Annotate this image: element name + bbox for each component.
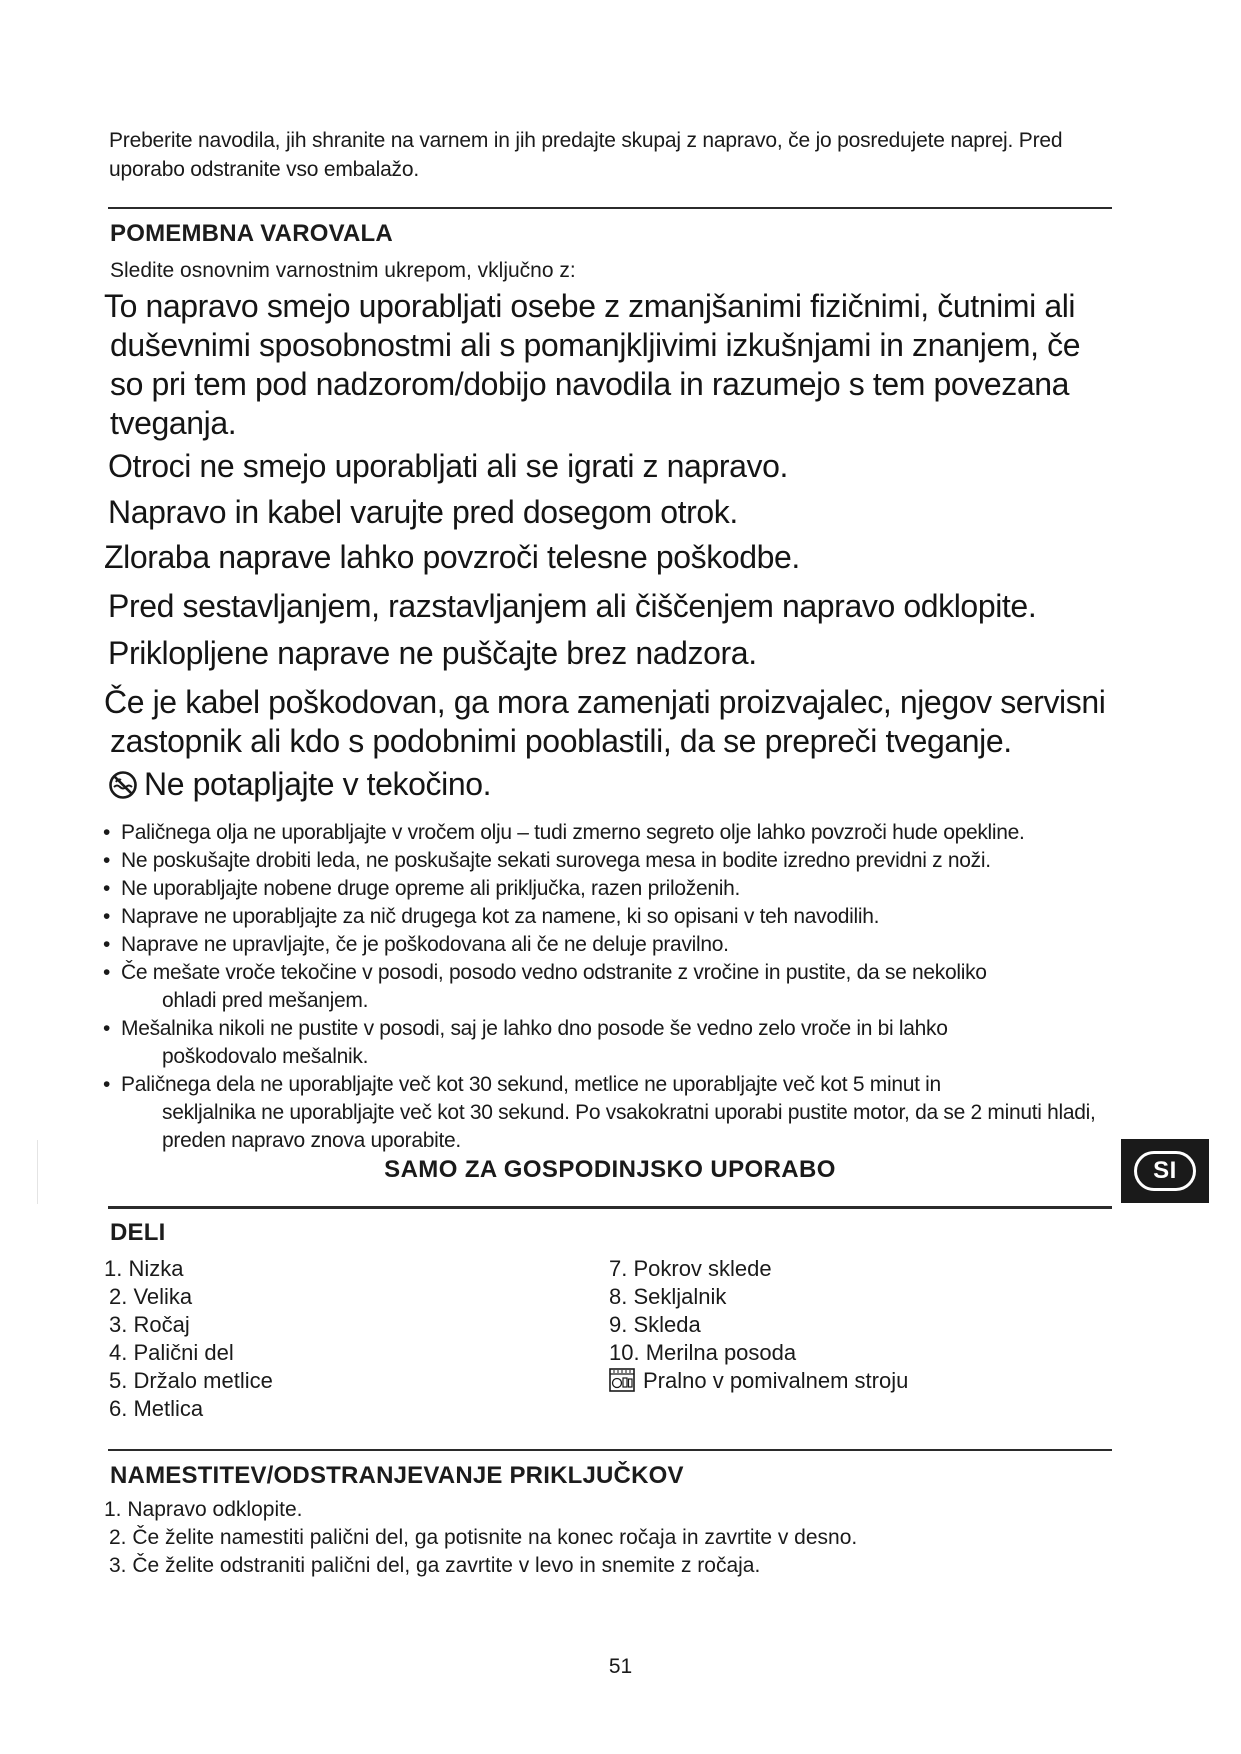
divider [108, 207, 1112, 209]
bullet-text: Naprave ne upravljajte, če je poškodovana ali če ne deluje pravilno. [121, 933, 729, 956]
bullet-dot: • [103, 849, 111, 872]
list-item [103, 875, 1113, 903]
divider [108, 1206, 1112, 1209]
list-item: 3. Ročaj [109, 1312, 190, 1337]
warning-text: Priklopljene naprave ne puščajte brez nadzora. [108, 635, 757, 671]
list-item [103, 959, 1113, 1015]
warning-item [108, 587, 1118, 626]
dishwasher-label: Pralno v pomivalnem stroju [643, 1368, 909, 1393]
warning-text: Če je kabel poškodovan, ga mora zamenjati proizvajalec, njegov servisni [104, 684, 1106, 720]
warning-item [104, 683, 1114, 761]
page-number: 51 [608, 1655, 633, 1678]
warning-item [108, 447, 1118, 486]
safeguards-heading: POMEMBNA VAROVALA [110, 220, 393, 247]
list-item: 7. Pokrov sklede [609, 1256, 772, 1281]
bullet-text: Ne poskušajte drobiti leda, ne poskušajte sekati surovega mesa in bodite izredno previdni z noži. [121, 849, 991, 872]
list-item: 4. Palični del [109, 1340, 234, 1365]
bullet-continuation: ohladi pred mešanjem. [162, 989, 369, 1012]
list-item: 6. Metlica [109, 1396, 204, 1421]
list-item: 2. Velika [109, 1284, 193, 1309]
warning-text: Napravo in kabel varujte pred dosegom otrok. [108, 494, 738, 530]
divider [108, 1449, 1112, 1451]
list-item: 5. Držalo metlice [109, 1368, 273, 1393]
warning-item [108, 634, 1118, 673]
warning-item [104, 538, 1114, 577]
bullet-text: Mešalnika nikoli ne pustite v posodi, saj je lahko dno posode še vedno zelo vroče in bi lahko [121, 1017, 948, 1040]
bullet-continuation: sekljalnika ne uporabljajte več kot 30 sekund. Po vsakokratni uporabi pustite motor, da se 2 minuti hladi, preden napravo znova uporabite. [162, 1101, 1096, 1152]
fitting-steps [104, 1496, 857, 1580]
dishwasher-icon [609, 1368, 635, 1399]
fitting-heading: NAMESTITEV/ODSTRANJEVANJE PRIKLJUČKOV [110, 1462, 684, 1489]
bullet-text: Če mešate vroče tekočine v posodi, posodo vedno odstranite z vročine in pustite, da se nekoliko [121, 961, 987, 984]
safety-bullets [103, 819, 1113, 1155]
bullet-dot: • [103, 1017, 111, 1040]
list-item [103, 1071, 1113, 1155]
warning-item [108, 493, 1118, 532]
list-item [103, 931, 1113, 959]
bullet-dot: • [103, 1073, 111, 1096]
list-item: 1. Napravo odklopite. [104, 1498, 303, 1521]
scan-margin-line [37, 1140, 38, 1204]
list-item: 8. Sekljalnik [609, 1284, 727, 1309]
warning-item [104, 287, 1114, 443]
immerse-text: Ne potapljajte v tekočino. [144, 766, 492, 802]
warning-text: Zloraba naprave lahko povzroči telesne poškodbe. [104, 539, 800, 575]
language-code: SI [1134, 1151, 1196, 1191]
warning-text: To napravo smejo uporabljati osebe z zmanjšanimi fizičnimi, čutnimi ali [104, 288, 1076, 324]
bullet-text: Ne uporabljajte nobene druge opreme ali priključka, razen priloženih. [121, 877, 741, 900]
list-item: 3. Če želite odstraniti palični del, ga zavrtite v levo in snemite z ročaja. [109, 1554, 761, 1577]
bullet-dot: • [103, 933, 111, 956]
immerse-warning [108, 765, 1118, 809]
language-badge [1121, 1139, 1209, 1203]
list-item [103, 903, 1113, 931]
parts-list-left [104, 1255, 273, 1423]
bullet-dot: • [103, 905, 111, 928]
bullet-dot: • [103, 821, 111, 844]
safeguards-subtitle: Sledite osnovnim varnostnim ukrepom, vključno z: [110, 259, 576, 282]
list-item [609, 1367, 908, 1399]
warning-text: Pred sestavljanjem, razstavljanjem ali čiščenjem napravo odklopite. [108, 588, 1037, 624]
bullet-text: Paličnega olja ne uporabljajte v vročem olju – tudi zmerno segreto olje lahko povzroči hude opekline. [121, 821, 1025, 844]
list-item [103, 819, 1113, 847]
bullet-dot: • [103, 877, 111, 900]
list-item [103, 847, 1113, 875]
list-item: 10. Merilna posoda [609, 1340, 797, 1365]
parts-heading: DELI [110, 1219, 166, 1246]
warning-text: Otroci ne smejo uporabljati ali se igrati z napravo. [108, 448, 788, 484]
warning-continuation: zastopnik ali kdo s podobnimi pooblastili, da se prepreči tveganje. [110, 723, 1012, 759]
household-use-heading: SAMO ZA GOSPODINJSKO UPORABO [384, 1156, 836, 1183]
list-item: 2. Če želite namestiti palični del, ga potisnite na konec ročaja in zavrtite v desno. [109, 1526, 858, 1549]
list-item [103, 1015, 1113, 1071]
list-item: 9. Skleda [609, 1312, 701, 1337]
bullet-text: Naprave ne uporabljajte za nič drugega kot za namene, ki so opisani v teh navodilih. [121, 905, 880, 928]
bullet-continuation: poškodovalo mešalnik. [162, 1045, 369, 1068]
bullet-text: Paličnega dela ne uporabljajte več kot 30 sekund, metlice ne uporabljajte več kot 5 minut in [121, 1073, 941, 1096]
intro-paragraph: Preberite navodila, jih shranite na varnem in jih predajte skupaj z napravo, če jo posredujete naprej. Pred uporabo odstranite vso embalažo. [109, 129, 1063, 181]
list-item: 1. Nizka [104, 1256, 184, 1281]
warning-continuation: duševnimi sposobnostmi ali s pomanjkljivimi izkušnjami in znanjem, če so pri tem pod nadzorom/dobijo navodila in razumejo s tem povezana tveganja. [110, 327, 1081, 441]
no-immersion-icon [108, 770, 138, 809]
bullet-dot: • [103, 961, 111, 984]
parts-list-right [609, 1255, 908, 1399]
